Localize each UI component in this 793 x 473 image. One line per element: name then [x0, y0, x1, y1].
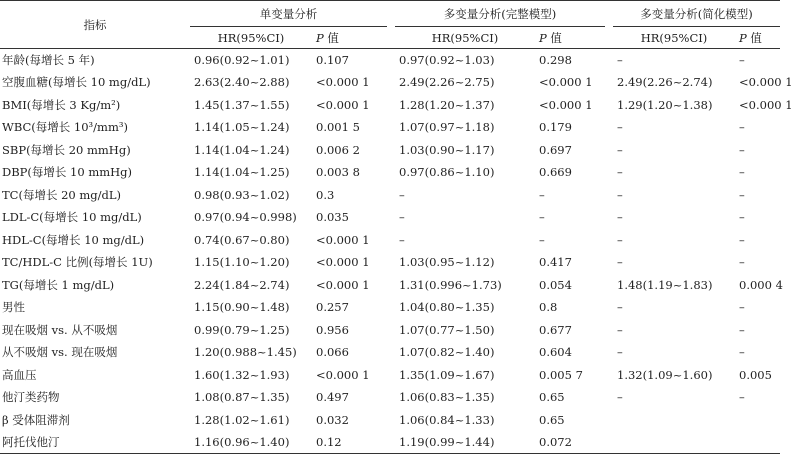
univariate-hr-cell: 1.15(1.10~1.20): [194, 255, 290, 270]
simple-p-cell: –: [739, 165, 745, 180]
simple-p-cell: –: [739, 142, 745, 157]
header-multivariate-simple: 多变量分析(简化模型): [613, 1, 780, 27]
full-p-cell: 0.054: [539, 277, 572, 292]
full-hr-cell: 0.97(0.86~1.10): [399, 165, 495, 180]
univariate-p-cell: <0.000 1: [316, 97, 370, 112]
full-hr-cell: 1.19(0.99~1.44): [399, 435, 495, 449]
full-hr-cell: –: [399, 232, 405, 247]
table-row: [0, 139, 780, 162]
row-label: 阿托伐他汀: [2, 435, 60, 449]
row-label: β 受体阻滞剂: [2, 412, 70, 427]
univariate-p-cell: 0.107: [316, 53, 349, 67]
table-row: [0, 431, 780, 454]
row-label: WBC(每增长 10³/mm³): [2, 120, 128, 135]
header-univariate-p: P 值: [316, 30, 339, 45]
row-label: HDL-C(每增长 10 mg/dL): [2, 232, 145, 247]
univariate-p-cell: 0.035: [316, 210, 349, 225]
simple-hr-cell: 1.48(1.19~1.83): [617, 277, 713, 292]
full-hr-cell: 1.04(0.80~1.35): [399, 300, 495, 315]
table-row: [0, 229, 780, 252]
row-label: SBP(每增长 20 mmHg): [2, 142, 131, 157]
row-label: 男性: [2, 300, 25, 315]
univariate-p-cell: 0.12: [316, 435, 342, 449]
full-p-cell: 0.65: [539, 390, 565, 405]
simple-p-cell: –: [739, 322, 745, 337]
full-p-cell: 0.604: [539, 345, 572, 360]
simple-hr-cell: 2.49(2.26~2.74): [617, 75, 713, 90]
row-label: BMI(每增长 3 Kg/m²): [2, 97, 121, 112]
univariate-hr-cell: 2.24(1.84~2.74): [194, 277, 290, 292]
simple-hr-cell: –: [617, 345, 623, 360]
header-multivariate-full: 多变量分析(完整模型): [395, 1, 605, 27]
simple-p-cell: –: [739, 120, 745, 135]
univariate-p-cell: <0.000 1: [316, 277, 370, 292]
simple-p-cell: –: [739, 300, 745, 315]
full-p-cell: 0.072: [539, 435, 572, 449]
univariate-p-cell: <0.000 1: [316, 232, 370, 247]
full-p-cell: 0.417: [539, 255, 572, 270]
simple-hr-cell: [613, 431, 735, 454]
univariate-hr-cell: 1.20(0.988~1.45): [194, 345, 297, 360]
table-row: [0, 409, 780, 432]
full-hr-cell: 1.07(0.82~1.40): [399, 345, 495, 360]
simple-hr-cell: –: [617, 322, 623, 337]
simple-p-cell: –: [739, 187, 745, 202]
table-row: [0, 94, 780, 117]
table-row: [0, 364, 780, 387]
univariate-hr-cell: 1.14(1.04~1.24): [194, 142, 290, 157]
row-label: 现在吸烟 vs. 从不吸烟: [2, 322, 118, 337]
univariate-p-cell: 0.032: [316, 412, 349, 427]
full-p-cell: –: [539, 187, 545, 202]
row-label: LDL-C(每增长 10 mg/dL): [2, 210, 142, 225]
simple-hr-cell: –: [617, 187, 623, 202]
simple-hr-cell: –: [617, 142, 623, 157]
univariate-hr-cell: 0.99(0.79~1.25): [194, 322, 290, 337]
simple-p-cell: 0.005: [739, 367, 772, 382]
univariate-p-cell: 0.003 8: [316, 165, 360, 180]
univariate-p-cell: 0.257: [316, 300, 349, 315]
full-p-cell: 0.8: [539, 300, 558, 315]
univariate-p-cell: <0.000 1: [316, 75, 370, 90]
univariate-hr-cell: 1.45(1.37~1.55): [194, 97, 290, 112]
full-p-cell: –: [539, 210, 545, 225]
row-label: 空腹血糖(每增长 10 mg/dL): [2, 75, 151, 90]
univariate-hr-cell: 1.16(0.96~1.40): [194, 435, 290, 449]
full-p-cell: 0.005 7: [539, 367, 583, 382]
simple-hr-cell: –: [617, 255, 623, 270]
full-p-cell: 0.669: [539, 165, 572, 180]
univariate-p-cell: 0.066: [316, 345, 349, 360]
simple-p-cell: <0.000 1: [739, 97, 793, 112]
full-hr-cell: 1.07(0.77~1.50): [399, 322, 495, 337]
univariate-p-cell: 0.006 2: [316, 142, 360, 157]
simple-p-cell: –: [739, 232, 745, 247]
simple-p-cell: <0.000 1: [739, 75, 793, 90]
univariate-hr-cell: 0.96(0.92~1.01): [194, 53, 290, 67]
full-p-cell: <0.000 1: [539, 97, 593, 112]
simple-hr-cell: –: [617, 390, 623, 405]
table-row: [0, 184, 780, 207]
full-hr-cell: 0.97(0.92~1.03): [399, 53, 495, 67]
simple-hr-cell: –: [617, 53, 623, 67]
table-row: [0, 49, 780, 72]
univariate-p-cell: <0.000 1: [316, 367, 370, 382]
full-hr-cell: 1.07(0.97~1.18): [399, 120, 495, 135]
full-hr-cell: 1.31(0.996~1.73): [399, 277, 502, 292]
full-hr-cell: 2.49(2.26~2.75): [399, 75, 495, 90]
univariate-hr-cell: 1.60(1.32~1.93): [194, 367, 290, 382]
full-hr-cell: 1.06(0.83~1.35): [399, 390, 495, 405]
row-label: 他汀类药物: [2, 390, 60, 405]
full-p-cell: 0.179: [539, 120, 572, 135]
simple-p-cell: [735, 409, 780, 432]
header-indicator: 指标: [0, 1, 190, 49]
univariate-hr-cell: 1.28(1.02~1.61): [194, 412, 290, 427]
simple-p-cell: –: [739, 210, 745, 225]
row-label: DBP(每增长 10 mmHg): [2, 165, 133, 180]
full-p-cell: 0.298: [539, 53, 572, 67]
header-full-hr: HR(95%CI): [431, 30, 499, 45]
simple-p-cell: [735, 431, 780, 454]
simple-p-cell: –: [739, 53, 745, 67]
full-p-cell: 0.65: [539, 412, 565, 427]
table-row: [0, 341, 780, 364]
table-row: [0, 296, 780, 319]
row-label: 高血压: [2, 367, 37, 382]
row-label: TC(每增长 20 mg/dL): [2, 187, 122, 202]
full-hr-cell: 1.03(0.95~1.12): [399, 255, 495, 270]
univariate-hr-cell: 0.98(0.93~1.02): [194, 187, 290, 202]
table-row: [0, 71, 780, 94]
header-simple-p: P 值: [739, 30, 762, 45]
table-row: [0, 161, 780, 184]
univariate-hr-cell: 1.15(0.90~1.48): [194, 300, 290, 315]
simple-p-cell: 0.000 4: [739, 277, 783, 292]
simple-hr-cell: –: [617, 300, 623, 315]
simple-hr-cell: 1.29(1.20~1.38): [617, 97, 713, 112]
univariate-hr-cell: 1.14(1.04~1.25): [194, 165, 290, 180]
full-hr-cell: –: [399, 187, 405, 202]
univariate-hr-cell: 0.97(0.94~0.998): [194, 210, 297, 225]
table-row: [0, 116, 780, 139]
header-univariate-hr: HR(95%CI): [217, 30, 285, 45]
simple-hr-cell: [613, 409, 735, 432]
full-p-cell: <0.000 1: [539, 75, 593, 90]
simple-hr-cell: –: [617, 120, 623, 135]
table-row: [0, 206, 780, 229]
full-p-cell: 0.697: [539, 142, 572, 157]
row-label: 年龄(每增长 5 年): [2, 53, 95, 67]
table-row: [0, 274, 780, 297]
table-row: [0, 386, 780, 409]
univariate-p-cell: 0.3: [316, 187, 335, 202]
univariate-p-cell: 0.956: [316, 322, 349, 337]
full-hr-cell: 1.03(0.90~1.17): [399, 142, 495, 157]
full-hr-cell: 1.28(1.20~1.37): [399, 97, 495, 112]
header-simple-hr: HR(95%CI): [640, 30, 708, 45]
full-hr-cell: –: [399, 210, 405, 225]
row-label: TC/HDL-C 比例(每增长 1U): [2, 255, 153, 270]
full-p-cell: 0.677: [539, 322, 572, 337]
simple-p-cell: –: [739, 345, 745, 360]
simple-hr-cell: –: [617, 210, 623, 225]
univariate-p-cell: 0.001 5: [316, 120, 360, 135]
univariate-hr-cell: 1.14(1.05~1.24): [194, 120, 290, 135]
table-row: [0, 319, 780, 342]
table-row: [0, 251, 780, 274]
header-univariate: 单变量分析: [190, 1, 387, 27]
univariate-p-cell: 0.497: [316, 390, 349, 405]
header-full-p: P 值: [539, 30, 562, 45]
simple-p-cell: –: [739, 255, 745, 270]
simple-hr-cell: –: [617, 165, 623, 180]
row-label: TG(每增长 1 mg/dL): [2, 277, 115, 292]
full-hr-cell: 1.35(1.09~1.67): [399, 367, 495, 382]
univariate-hr-cell: 1.08(0.87~1.35): [194, 390, 290, 405]
simple-p-cell: –: [739, 390, 745, 405]
univariate-hr-cell: 0.74(0.67~0.80): [194, 232, 290, 247]
univariate-hr-cell: 2.63(2.40~2.88): [194, 75, 290, 90]
univariate-p-cell: <0.000 1: [316, 255, 370, 270]
simple-hr-cell: –: [617, 232, 623, 247]
simple-hr-cell: 1.32(1.09~1.60): [617, 367, 713, 382]
full-p-cell: –: [539, 232, 545, 247]
full-hr-cell: 1.06(0.84~1.33): [399, 412, 495, 427]
table-body: [0, 49, 793, 454]
row-label: 从不吸烟 vs. 现在吸烟: [2, 345, 118, 360]
